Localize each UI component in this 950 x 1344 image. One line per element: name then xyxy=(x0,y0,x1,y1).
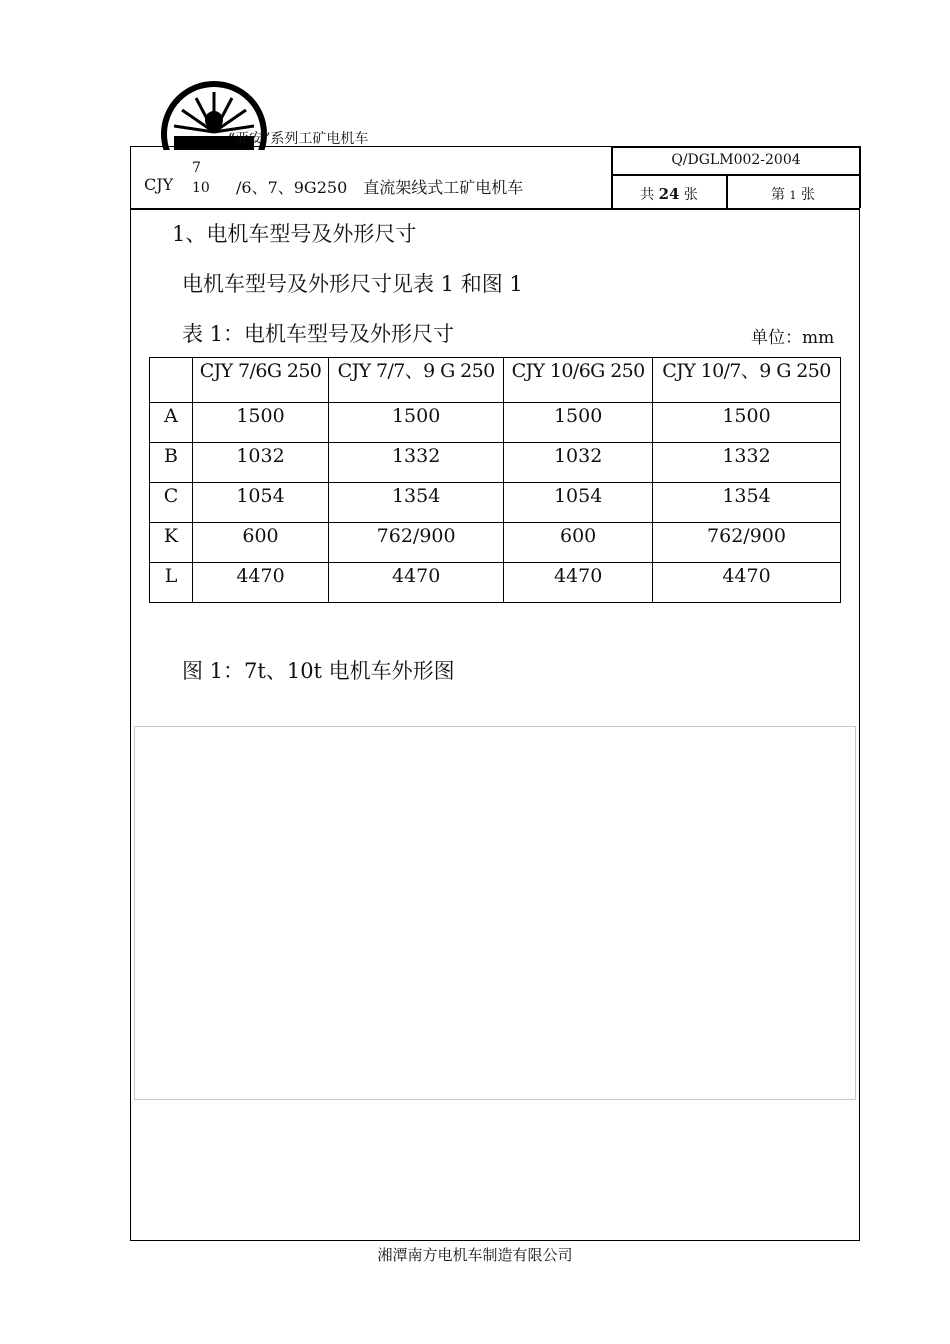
table-cell: 762/900 xyxy=(329,523,504,563)
table-cell: 1500 xyxy=(193,403,329,443)
table-cell: 1054 xyxy=(504,483,653,523)
table-cell: 1354 xyxy=(329,483,504,523)
column-header: CJY 7/7、9 G 250 xyxy=(329,358,504,403)
row-label: B xyxy=(150,443,193,483)
table-row xyxy=(150,403,841,443)
table-cell: 1054 xyxy=(193,483,329,523)
table-cell: 600 xyxy=(193,523,329,563)
corner-cell xyxy=(150,358,193,403)
header-rule xyxy=(130,208,860,210)
series-label: “亚安”系列工矿电机车 xyxy=(228,131,369,147)
intro-text: 电机车型号及外形尺寸见表 1 和图 1 xyxy=(182,272,523,296)
table-cell: 4470 xyxy=(329,563,504,603)
figure-placeholder xyxy=(134,726,856,1100)
dimensions-table xyxy=(149,357,841,603)
table-row xyxy=(150,563,841,603)
sheet-number-value: 1 xyxy=(789,189,797,202)
section-title: 1、电机车型号及外形尺寸 xyxy=(172,222,417,246)
row-label: K xyxy=(150,523,193,563)
table-cell: 1332 xyxy=(329,443,504,483)
table-cell: 4470 xyxy=(504,563,653,603)
table-cell: 600 xyxy=(504,523,653,563)
total-sheets: 共 24 张 xyxy=(640,185,698,203)
standard-code: Q/DGLM002-2004 xyxy=(671,152,801,168)
table-cell: 1500 xyxy=(504,403,653,443)
column-header: CJY 7/6G 250 xyxy=(193,358,329,403)
header-rule xyxy=(611,146,860,148)
table-cell: 762/900 xyxy=(653,523,841,563)
model-fraction-bottom: 10 xyxy=(192,180,210,196)
row-label: L xyxy=(150,563,193,603)
table-header-row xyxy=(150,358,841,403)
header-divider xyxy=(611,174,860,176)
column-header: CJY 10/6G 250 xyxy=(504,358,653,403)
table-cell: 1500 xyxy=(653,403,841,443)
unit-label: 单位：mm xyxy=(751,328,835,348)
table-cell: 1354 xyxy=(653,483,841,523)
table-row xyxy=(150,483,841,523)
row-label: C xyxy=(150,483,193,523)
model-fraction-top: 7 xyxy=(192,160,201,176)
model-prefix: CJY xyxy=(144,175,174,194)
table-cell: 4470 xyxy=(193,563,329,603)
table-cell: 1032 xyxy=(504,443,653,483)
table-cell: 4470 xyxy=(653,563,841,603)
figure-caption: 图 1：7t、10t 电机车外形图 xyxy=(182,659,455,683)
model-title: /6、7、9G250 直流架线式工矿电机车 xyxy=(236,178,524,197)
table-caption: 表 1：电机车型号及外形尺寸 xyxy=(182,322,455,346)
table-row xyxy=(150,443,841,483)
column-header: CJY 10/7、9 G 250 xyxy=(653,358,841,403)
table-cell: 1500 xyxy=(329,403,504,443)
row-label: A xyxy=(150,403,193,443)
table-cell: 1032 xyxy=(193,443,329,483)
table-cell: 1332 xyxy=(653,443,841,483)
table-row xyxy=(150,523,841,563)
sheet-number: 第 1 张 xyxy=(771,187,815,203)
company-name: 湘潭南方电机车制造有限公司 xyxy=(377,1246,573,1264)
total-sheets-value: 24 xyxy=(658,185,680,203)
